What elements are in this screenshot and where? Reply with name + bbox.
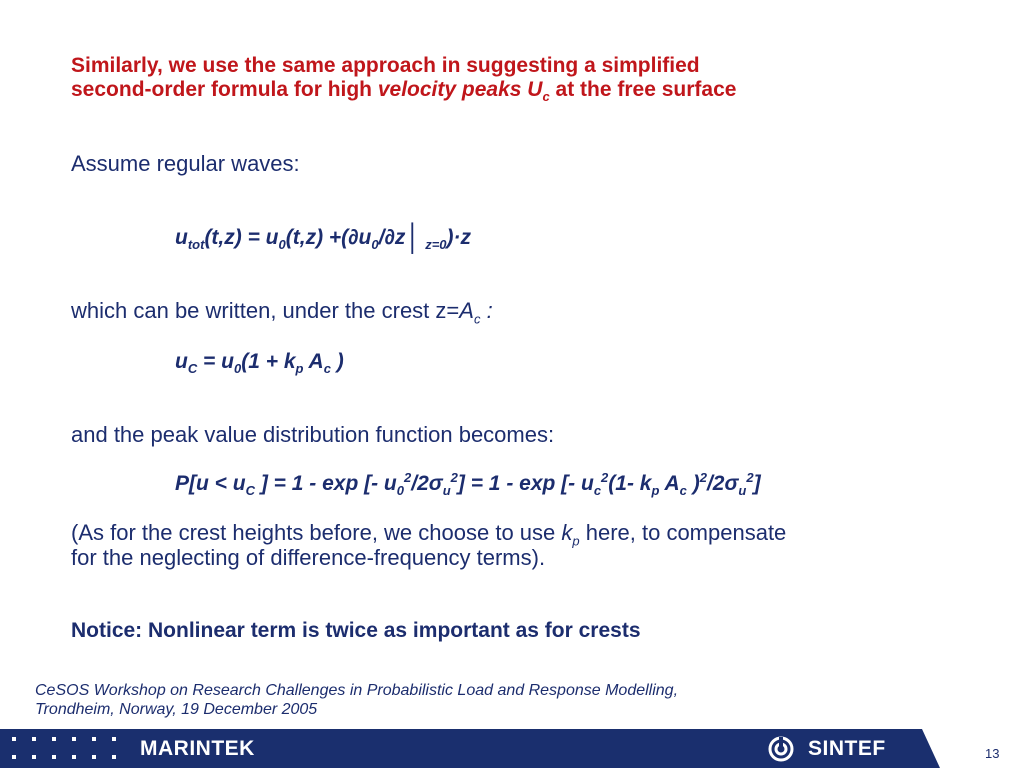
title-line-1: Similarly, we use the same approach in suggesting a simplified (71, 54, 700, 77)
note-line-2: for the neglecting of difference-frequency terms). (71, 545, 546, 570)
footer-citation: CeSOS Workshop on Research Challenges in Probabilistic Load and Response Modelling, Trondheim, Norway, 19 December 2005 (35, 682, 679, 718)
page-number: 13 (985, 746, 1000, 761)
marintek-logo-text: MARINTEK (140, 737, 255, 760)
equation-crest-velocity: $u_C = u_0(1 + k_p$ $A_c$ ) (175, 350, 344, 376)
crest-text: which can be written, under the crest $z=A_c$ : (71, 298, 493, 327)
title-line-2: second-order formula for high velocity peaks $U_c$ at the free surface (71, 78, 737, 105)
assume-text: Assume regular waves: (71, 151, 300, 176)
note-line-1: (As for the crest heights before, we choose to use $k_p$ here, to compensate (71, 520, 787, 549)
notice-text: Notice: Nonlinear term is twice as important as for crests (71, 619, 641, 642)
sintef-swirl-icon (768, 736, 794, 762)
peak-text: and the peak value distribution function becomes: (71, 422, 555, 447)
equation-velocity-total: $u_{tot}(t,z) = u_0(t,z)$ $+(\partial u_0/\partial z│$ $_{z=0}$)·z (175, 222, 472, 252)
equation-distribution: $P[u < u_C$ ] = 1 - exp [- $u_0^2/2\sigma_u^2] = 1 - \exp$ [- $u_c^2(1-$ $k_p$ $A_c$ )$^2/2\sigma_u^2$] (175, 470, 761, 498)
sintef-logo-text: SINTEF (808, 737, 886, 760)
